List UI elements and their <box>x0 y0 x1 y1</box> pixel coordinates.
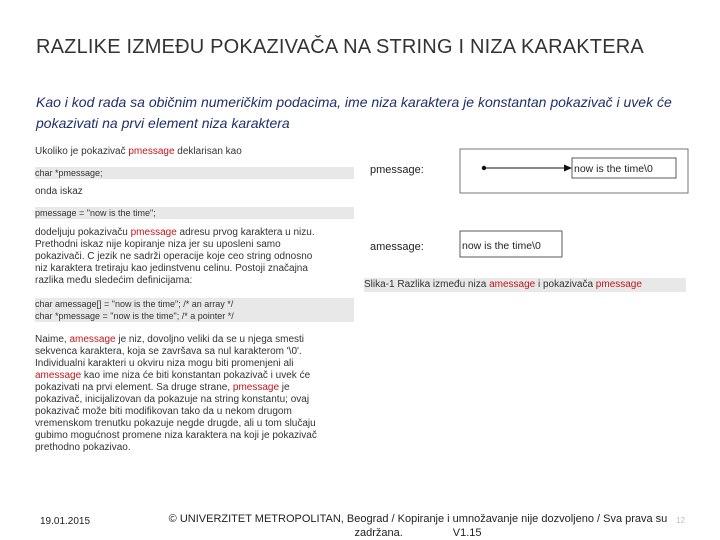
highlight-pmessage: pmessage <box>128 146 175 157</box>
text-segment: i pokazivača <box>535 279 596 290</box>
text-line: sekvenca karaktera, koja se završava sa nul karakterom '\0'. <box>35 346 302 357</box>
text-line: razlika među sledećim definicijama: <box>35 275 193 286</box>
pointer-target-string: now is the time\0 <box>574 163 653 175</box>
text-segment: Ukoliko je pokazivač <box>35 146 129 157</box>
code-pointer-declaration: char *pmessage; <box>35 167 354 179</box>
text-line <box>35 334 355 346</box>
text-line: Prethodni iskaz nije kopiranje niza jer su uposleni samo <box>35 239 281 250</box>
figure-caption <box>364 278 686 292</box>
text-segment: deklarisan kao <box>174 146 242 157</box>
highlight-amessage: amessage <box>489 279 536 290</box>
paragraph-declaration-intro <box>35 146 242 158</box>
label-amessage: amessage: <box>370 241 424 253</box>
highlight-amessage: amessage <box>69 334 116 345</box>
text-line: gubimo mogućnost promene niza karaktera na koji je pokazivač <box>35 430 317 441</box>
code-line: char amessage[] = "now is the time"; /* an array */ <box>35 299 234 309</box>
paragraph-array-vs-pointer <box>35 334 355 454</box>
slide-subtitle: Kao i kod rada sa običnim numeričkim podacima, ime niza karaktera je konstantan pokazivač i uvek će pokazivati na prvi element niza karaktera <box>36 94 672 131</box>
copyright-line: © UNIVERZITET METROPOLITAN, Beograd / Kopiranje i umnožavanje nije dozvoljeno / Sva prava su <box>168 513 668 525</box>
footer-copyright <box>150 512 686 540</box>
text-segment: pokazivati na prvi element. Sa druge strane, <box>35 382 233 393</box>
paragraph-assignment-explanation <box>35 227 355 287</box>
version-label: V1.15 <box>452 527 482 539</box>
text-line: pokazivač može biti modifikovan tako da u nekom drugom <box>35 406 292 417</box>
text-line: niz karaktera tretiraju kao jedinstvenu celinu. Postoji značajna <box>35 263 308 274</box>
highlight-pmessage: pmessage <box>130 227 177 238</box>
text-segment: je <box>279 382 290 393</box>
highlight-pmessage: pmessage <box>232 382 280 393</box>
text-segment: zadržana. <box>354 527 403 539</box>
text-line: prethodno pokazivao. <box>35 442 131 453</box>
text-line: pokazivači. C jezik ne sadrži operacije koje ceo string odnosno <box>35 251 313 262</box>
text-segment: Slika-1 Razlika između niza <box>364 279 490 290</box>
copyright-line <box>150 526 686 540</box>
text-segment: Naime, <box>35 334 70 345</box>
text-segment: dodeljuju pokazivaču <box>35 227 131 238</box>
text-line <box>35 227 355 239</box>
code-line: char *pmessage = "now is the time"; /* a pointer */ <box>35 311 234 321</box>
highlight-pmessage: pmessage <box>595 279 642 290</box>
code-definitions <box>35 298 354 322</box>
text-line <box>35 370 355 382</box>
slide-title: RAZLIKE IZMEĐU POKAZIVAČA NA STRING I NIZA KARAKTERA <box>36 36 644 58</box>
text-line: Individualni karakteri u okviru niza mogu biti promenjeni ali <box>35 358 294 369</box>
text-line <box>35 382 355 394</box>
footer-date: 19.01.2015 <box>40 516 91 527</box>
array-string: now is the time\0 <box>462 240 541 252</box>
text-segment: je niz, dovoljno veliki da se u njega smesti <box>115 334 305 345</box>
text-segment: adresu prvog karaktera u nizu. <box>176 227 315 238</box>
page-number: 12 <box>676 516 685 525</box>
pointer-vs-array-diagram <box>360 145 690 295</box>
highlight-amessage: amessage <box>35 370 82 381</box>
text-segment: kao ime niza će biti konstantan pokazivač i uvek će <box>81 370 311 381</box>
code-pointer-assignment: pmessage = "now is the time"; <box>35 207 354 219</box>
text-line: vremenskom trenutku pokazuje negde drugde, ali u tom slučaju <box>35 418 316 429</box>
paragraph-then-statement: onda iskaz <box>35 186 83 197</box>
text-line: pokazivač, inicijalizovan da pokazuje na string konstantu; ovaj <box>35 394 310 405</box>
label-pmessage: pmessage: <box>370 164 424 176</box>
